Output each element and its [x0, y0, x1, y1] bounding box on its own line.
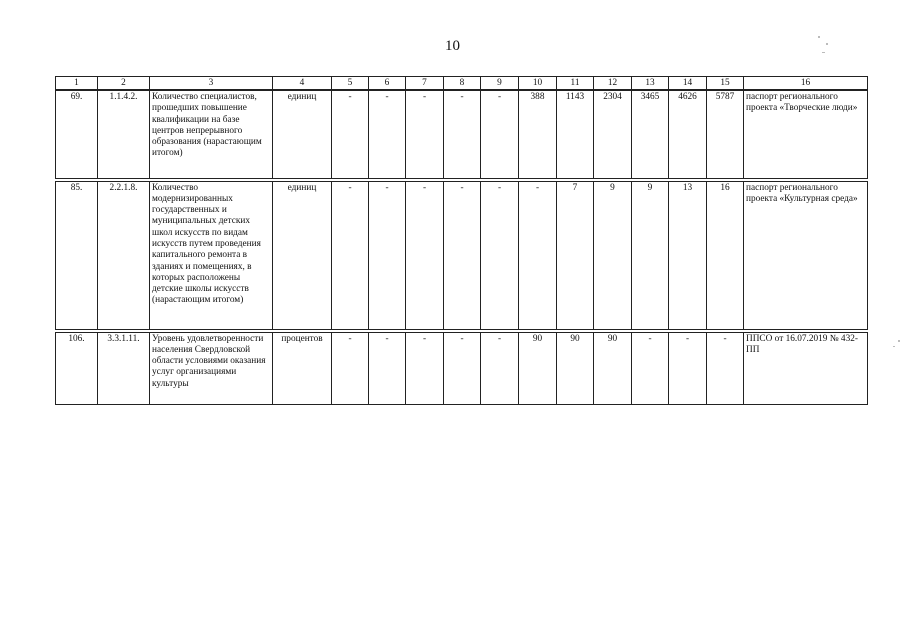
value-cell: 1143	[557, 90, 594, 178]
source-cell: паспорт регионального проекта «Культурная среда»	[744, 181, 868, 329]
row-number-cell: 85.	[56, 181, 98, 329]
code-cell: 2.2.1.8.	[98, 181, 150, 329]
column-header: 4	[273, 77, 332, 91]
column-header: 6	[369, 77, 406, 91]
value-cell: -	[481, 332, 519, 404]
source-cell: ППСО от 16.07.2019 № 432-ПП	[744, 332, 868, 404]
value-cell: 5787	[707, 90, 744, 178]
column-header: 3	[150, 77, 273, 91]
value-cell: -	[406, 332, 444, 404]
page-number: 10	[445, 38, 460, 54]
value-cell: -	[369, 90, 406, 178]
column-header: 2	[98, 77, 150, 91]
column-header: 1	[56, 77, 98, 91]
value-cell: 4626	[669, 90, 707, 178]
unit-cell: единиц	[273, 181, 332, 329]
value-cell: -	[332, 332, 369, 404]
table-header-row	[56, 77, 868, 91]
value-cell: 3465	[632, 90, 669, 178]
column-header: 16	[744, 77, 868, 91]
source-cell: паспорт регионального проекта «Творческие люди»	[744, 90, 868, 178]
value-cell: -	[332, 181, 369, 329]
column-header: 9	[481, 77, 519, 91]
row-number-cell: 69.	[56, 90, 98, 178]
column-header: 10	[519, 77, 557, 91]
column-header: 14	[669, 77, 707, 91]
column-header: 5	[332, 77, 369, 91]
value-cell: -	[481, 181, 519, 329]
value-cell: 7	[557, 181, 594, 329]
code-cell: 3.3.1.11.	[98, 332, 150, 404]
column-header: 8	[444, 77, 481, 91]
value-cell: -	[444, 181, 481, 329]
indicator-name-cell: Количество специалистов, прошедших повышение квалификации на базе центров непрерывного образования (нарастающим итогом)	[150, 90, 273, 178]
value-cell: -	[632, 332, 669, 404]
indicator-name-cell: Уровень удовлетворенности населения Свердловской области условиями оказания услуг организациями культуры	[150, 332, 273, 404]
indicator-name-cell: Количество модернизированных государственных и муниципальных детских школ искусств по видам искусств путем проведения капитального ремонта в зданиях и помещениях, в которых расположены детские школы искусств (нарастающим итогом)	[150, 181, 273, 329]
value-cell: -	[669, 332, 707, 404]
indicators-table	[55, 76, 868, 405]
column-header: 11	[557, 77, 594, 91]
value-cell: -	[332, 90, 369, 178]
value-cell: 16	[707, 181, 744, 329]
value-cell: 388	[519, 90, 557, 178]
value-cell: -	[707, 332, 744, 404]
value-cell: 9	[632, 181, 669, 329]
value-cell: -	[481, 90, 519, 178]
value-cell: 90	[557, 332, 594, 404]
value-cell: 9	[594, 181, 632, 329]
table-row	[56, 332, 868, 404]
value-cell: -	[444, 332, 481, 404]
unit-cell: процентов	[273, 332, 332, 404]
value-cell: 90	[594, 332, 632, 404]
code-cell: 1.1.4.2.	[98, 90, 150, 178]
value-cell: -	[406, 181, 444, 329]
column-header: 12	[594, 77, 632, 91]
column-header: 13	[632, 77, 669, 91]
column-header: 15	[707, 77, 744, 91]
value-cell: -	[406, 90, 444, 178]
unit-cell: единиц	[273, 90, 332, 178]
column-header: 7	[406, 77, 444, 91]
table-row	[56, 181, 868, 329]
value-cell: 90	[519, 332, 557, 404]
value-cell: -	[369, 332, 406, 404]
value-cell: 2304	[594, 90, 632, 178]
value-cell: -	[519, 181, 557, 329]
value-cell: -	[444, 90, 481, 178]
value-cell: -	[369, 181, 406, 329]
row-number-cell: 106.	[56, 332, 98, 404]
value-cell: 13	[669, 181, 707, 329]
table-row	[56, 90, 868, 178]
